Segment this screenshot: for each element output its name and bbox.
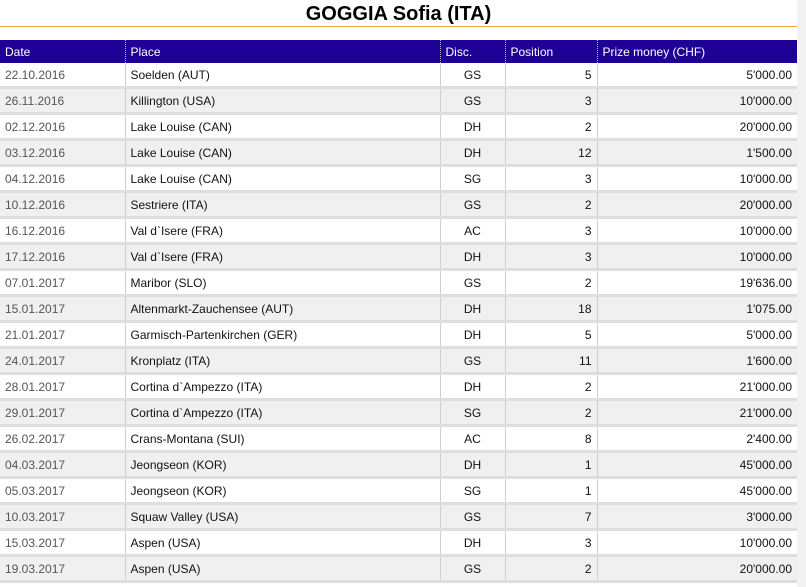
cell-position: 8 <box>505 426 597 452</box>
table-row <box>0 270 797 296</box>
cell-prize-money: 10'000.00 <box>597 218 797 244</box>
cell-discipline: SG <box>440 400 505 426</box>
cell-place: Sestriere (ITA) <box>125 192 440 218</box>
cell-prize-money: 45'000.00 <box>597 452 797 478</box>
cell-discipline: DH <box>440 244 505 270</box>
table-row <box>0 322 797 348</box>
cell-date: 26.02.2017 <box>0 426 125 452</box>
cell-prize-money: 10'000.00 <box>597 88 797 114</box>
cell-place: Cortina d`Ampezzo (ITA) <box>125 374 440 400</box>
cell-position: 5 <box>505 63 597 88</box>
cell-date: 24.01.2017 <box>0 348 125 374</box>
cell-date: 16.12.2016 <box>0 218 125 244</box>
cell-place: Lake Louise (CAN) <box>125 114 440 140</box>
cell-prize-money: 10'000.00 <box>597 244 797 270</box>
table-row <box>0 244 797 270</box>
cell-position: 2 <box>505 400 597 426</box>
cell-discipline: GS <box>440 270 505 296</box>
table-row <box>0 218 797 244</box>
column-header-place[interactable]: Place <box>125 40 440 63</box>
cell-position: 3 <box>505 218 597 244</box>
cell-place: Killington (USA) <box>125 88 440 114</box>
cell-discipline: DH <box>440 322 505 348</box>
cell-prize-money: 21'000.00 <box>597 400 797 426</box>
cell-place: Val d`Isere (FRA) <box>125 218 440 244</box>
table-row <box>0 63 797 88</box>
cell-prize-money: 1'600.00 <box>597 348 797 374</box>
cell-position: 11 <box>505 348 597 374</box>
table-row <box>0 426 797 452</box>
table-row <box>0 192 797 218</box>
cell-discipline: AC <box>440 218 505 244</box>
cell-discipline: DH <box>440 296 505 322</box>
page-title: GOGGIA Sofia (ITA) <box>305 3 492 25</box>
column-header-position[interactable]: Position <box>505 40 597 63</box>
cell-date: 10.03.2017 <box>0 504 125 530</box>
table-row <box>0 88 797 114</box>
cell-prize-money: 10'000.00 <box>597 166 797 192</box>
cell-place: Cortina d`Ampezzo (ITA) <box>125 400 440 426</box>
column-header-date[interactable]: Date <box>0 40 125 63</box>
scrollbar[interactable] <box>797 0 806 587</box>
cell-date: 02.12.2016 <box>0 114 125 140</box>
cell-date: 15.01.2017 <box>0 296 125 322</box>
cell-discipline: GS <box>440 556 505 582</box>
cell-position: 12 <box>505 140 597 166</box>
cell-place: Jeongseon (KOR) <box>125 478 440 504</box>
cell-date: 15.03.2017 <box>0 530 125 556</box>
cell-prize-money: 3'000.00 <box>597 504 797 530</box>
cell-date: 04.03.2017 <box>0 452 125 478</box>
cell-prize-money: 45'000.00 <box>597 478 797 504</box>
table-row <box>0 452 797 478</box>
cell-prize-money: 1'075.00 <box>597 296 797 322</box>
cell-place: Val d`Isere (FRA) <box>125 244 440 270</box>
cell-position: 5 <box>505 322 597 348</box>
cell-position: 3 <box>505 166 597 192</box>
table-row <box>0 348 797 374</box>
cell-place: Jeongseon (KOR) <box>125 452 440 478</box>
cell-place: Maribor (SLO) <box>125 270 440 296</box>
table-row <box>0 478 797 504</box>
cell-prize-money: 1'500.00 <box>597 140 797 166</box>
cell-prize-money: 5'000.00 <box>597 322 797 348</box>
cell-prize-money: 5'000.00 <box>597 63 797 88</box>
cell-position: 2 <box>505 192 597 218</box>
cell-place: Squaw Valley (USA) <box>125 504 440 530</box>
table-row <box>0 114 797 140</box>
cell-discipline: DH <box>440 114 505 140</box>
cell-discipline: AC <box>440 426 505 452</box>
title-divider <box>0 26 797 27</box>
cell-position: 1 <box>505 452 597 478</box>
cell-date: 07.01.2017 <box>0 270 125 296</box>
column-header-prize-money[interactable]: Prize money (CHF) <box>597 40 797 63</box>
cell-discipline: DH <box>440 374 505 400</box>
cell-prize-money: 10'000.00 <box>597 530 797 556</box>
cell-date: 17.12.2016 <box>0 244 125 270</box>
cell-discipline: DH <box>440 452 505 478</box>
cell-place: Soelden (AUT) <box>125 63 440 88</box>
cell-date: 03.12.2016 <box>0 140 125 166</box>
cell-position: 18 <box>505 296 597 322</box>
table-row <box>0 530 797 556</box>
cell-date: 04.12.2016 <box>0 166 125 192</box>
table-header <box>0 40 797 63</box>
cell-date: 21.01.2017 <box>0 322 125 348</box>
cell-date: 10.12.2016 <box>0 192 125 218</box>
cell-position: 3 <box>505 88 597 114</box>
table-row <box>0 166 797 192</box>
cell-discipline: GS <box>440 63 505 88</box>
cell-date: 19.03.2017 <box>0 556 125 582</box>
table-row <box>0 400 797 426</box>
cell-date: 28.01.2017 <box>0 374 125 400</box>
cell-date: 29.01.2017 <box>0 400 125 426</box>
cell-discipline: SG <box>440 478 505 504</box>
cell-discipline: GS <box>440 192 505 218</box>
table-row <box>0 140 797 166</box>
cell-position: 3 <box>505 244 597 270</box>
table-row <box>0 374 797 400</box>
cell-place: Garmisch-Partenkirchen (GER) <box>125 322 440 348</box>
cell-place: Lake Louise (CAN) <box>125 140 440 166</box>
cell-place: Altenmarkt-Zauchensee (AUT) <box>125 296 440 322</box>
cell-prize-money: 19'636.00 <box>597 270 797 296</box>
table-row <box>0 556 797 582</box>
cell-position: 3 <box>505 530 597 556</box>
cell-position: 2 <box>505 374 597 400</box>
cell-prize-money: 20'000.00 <box>597 556 797 582</box>
cell-position: 1 <box>505 478 597 504</box>
cell-discipline: GS <box>440 504 505 530</box>
cell-place: Crans-Montana (SUI) <box>125 426 440 452</box>
cell-position: 2 <box>505 556 597 582</box>
table-row <box>0 296 797 322</box>
cell-position: 2 <box>505 114 597 140</box>
cell-discipline: SG <box>440 166 505 192</box>
cell-place: Kronplatz (ITA) <box>125 348 440 374</box>
cell-date: 05.03.2017 <box>0 478 125 504</box>
cell-position: 7 <box>505 504 597 530</box>
cell-discipline: GS <box>440 88 505 114</box>
cell-prize-money: 21'000.00 <box>597 374 797 400</box>
results-table <box>0 40 797 583</box>
cell-place: Aspen (USA) <box>125 530 440 556</box>
cell-prize-money: 2'400.00 <box>597 426 797 452</box>
cell-position: 2 <box>505 270 597 296</box>
table-row <box>0 504 797 530</box>
cell-place: Aspen (USA) <box>125 556 440 582</box>
cell-discipline: DH <box>440 140 505 166</box>
cell-date: 22.10.2016 <box>0 63 125 88</box>
cell-discipline: GS <box>440 348 505 374</box>
cell-prize-money: 20'000.00 <box>597 114 797 140</box>
cell-discipline: DH <box>440 530 505 556</box>
cell-date: 26.11.2016 <box>0 88 125 114</box>
cell-place: Lake Louise (CAN) <box>125 166 440 192</box>
cell-prize-money: 20'000.00 <box>597 192 797 218</box>
column-header-discipline[interactable]: Disc. <box>440 40 505 63</box>
